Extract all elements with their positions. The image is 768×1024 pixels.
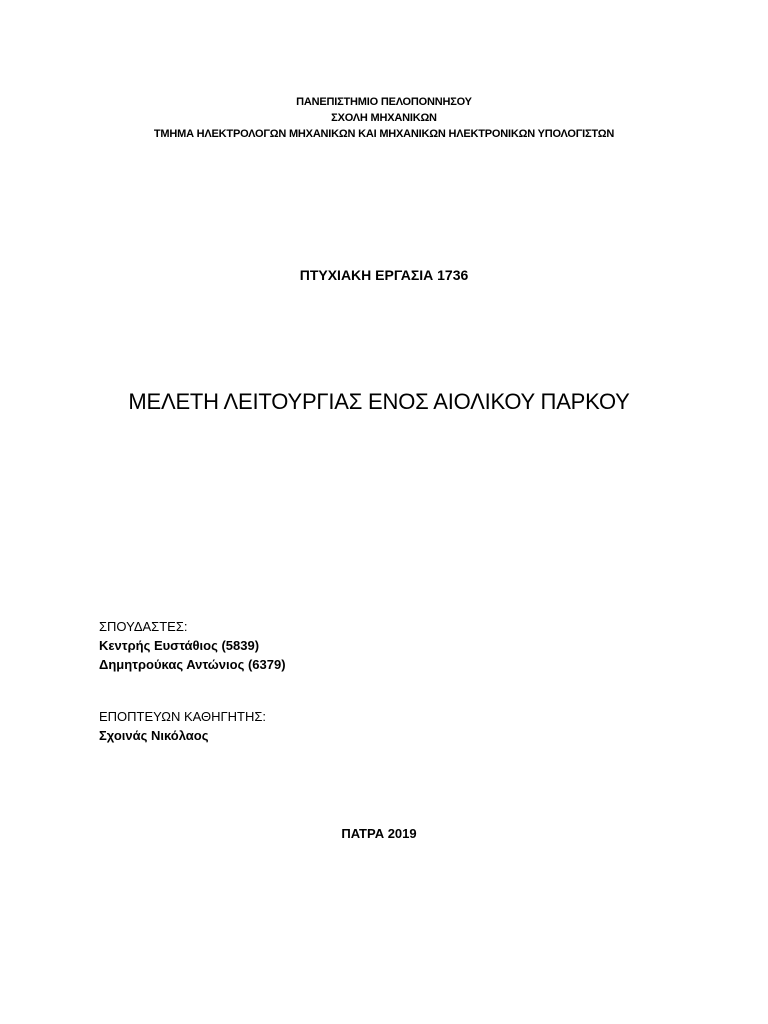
thesis-title: ΜΕΛΕΤΗ ΛΕΙΤΟΥΡΓΙΑΣ ΕΝΟΣ ΑΙΟΛΙΚΟΥ ΠΑΡΚΟΥ (128, 389, 630, 414)
thesis-number: ΠΤΥΧΙΑΚΗ ΕΡΓΑΣΙΑ 1736 (299, 267, 469, 283)
institution-header (0, 94, 768, 142)
students-block (99, 617, 286, 674)
supervisor-label: ΕΠΟΠΤΕΥΩΝ ΚΑΘΗΓΗΤΗΣ: (99, 709, 267, 724)
student-name-2: Δημητρούκας Αντώνιος (6379) (99, 657, 286, 672)
students-label: ΣΠΟΥΔΑΣΤΕΣ: (99, 619, 188, 634)
supervisor-block (99, 707, 266, 745)
student-name-1: Κεντρής Ευστάθιος (5839) (99, 638, 260, 653)
department-name: ΤΜΗΜΑ ΗΛΕΚΤΡΟΛΟΓΩΝ ΜΗΧΑΝΙΚΩΝ ΚΑΙ ΜΗΧΑΝΙΚΩΝ ΗΛΕΚΤΡΟΝΙΚΩΝ ΥΠΟΛΟΓΙΣΤΩΝ (153, 128, 615, 140)
school-name: ΣΧΟΛΗ ΜΗΧΑΝΙΚΩΝ (331, 112, 437, 124)
university-name: ΠΑΝΕΠΙΣΤΗΜΙΟ ΠΕΛΟΠΟΝΝΗΣΟΥ (296, 96, 472, 108)
place-year: ΠΑΤΡΑ 2019 (341, 826, 417, 841)
supervisor-name: Σχοινάς Νικόλαος (99, 728, 209, 743)
